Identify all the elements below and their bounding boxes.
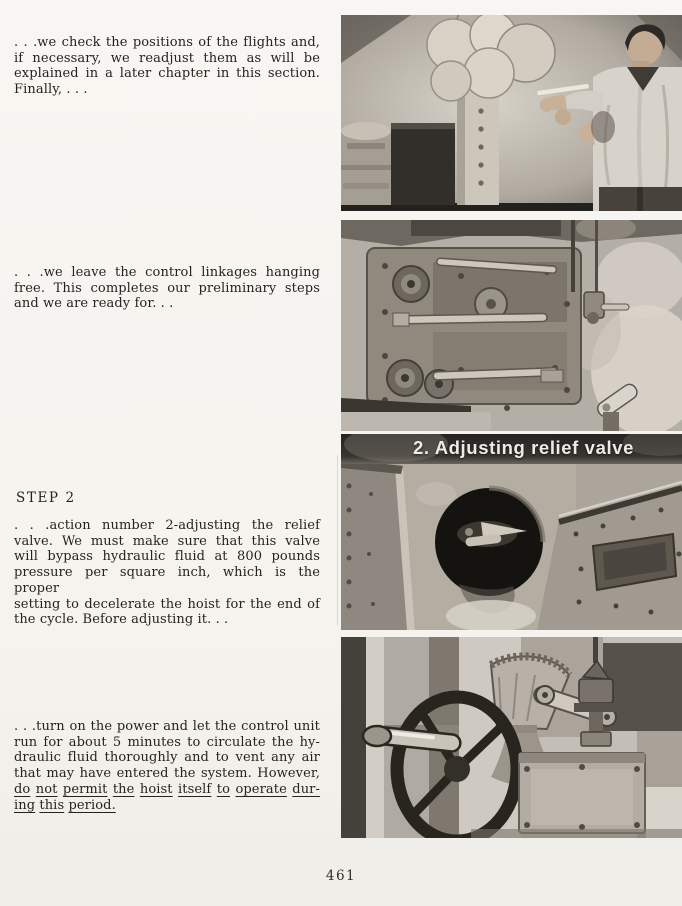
text-line: draulic fluid thoroughly and to vent any air [14, 750, 320, 766]
photo-flight-adjustment [341, 15, 682, 211]
text-line: and we are ready for. . . [14, 296, 174, 312]
paragraph-3 [14, 518, 320, 628]
photo-handwheel-control-unit [341, 637, 682, 838]
photo-relief-valve-access [341, 434, 682, 630]
scan-artifact-line [337, 455, 338, 625]
paragraph-1 [14, 35, 320, 98]
text-line: will bypass hydraulic fluid at 800 pounds [14, 549, 320, 565]
photo-caption-adjusting-relief-valve: 2. Adjusting relief valve [413, 437, 634, 458]
text-line: explained in a later chapter in this section. [14, 66, 320, 82]
photo-control-unit-linkages [341, 220, 682, 431]
text-line: free. This completes our preliminary steps [14, 280, 320, 296]
text-line: valve. We must make sure that this valve [14, 533, 320, 549]
page-number: 461 [325, 868, 357, 884]
text-line: . . .we check the positions of the flights and, [14, 35, 320, 50]
photo-artwork [341, 434, 682, 630]
text-line: Finally, . . . [14, 82, 88, 98]
photo-artwork [341, 637, 682, 838]
text-line: . . .we leave the control linkages hanging [14, 265, 320, 280]
text-line: that may have entered the system. However, [14, 766, 320, 782]
paragraph-4 [14, 719, 320, 813]
underlined-text-line: do not permit the hoist itself to operate dur- [14, 781, 320, 797]
text-line: pressure per square inch, which is the proper [14, 565, 320, 596]
text-line: if necessary, we readjust them as will be [14, 50, 320, 66]
photo-artwork [341, 220, 682, 431]
photo-artwork [341, 15, 682, 211]
step-2-heading: STEP 2 [16, 490, 76, 506]
text-line: . . .action number 2-adjusting the relief [14, 518, 320, 533]
text-line: setting to decelerate the hoist for the end of [14, 596, 320, 612]
text-line: . . .turn on the power and let the control unit [14, 719, 320, 734]
text-line: the cycle. Before adjusting it. . . [14, 612, 229, 628]
underlined-text-line: ing this period. [14, 797, 116, 813]
paragraph-2 [14, 265, 320, 312]
text-line: run for about 5 minutes to circulate the hy- [14, 734, 320, 750]
